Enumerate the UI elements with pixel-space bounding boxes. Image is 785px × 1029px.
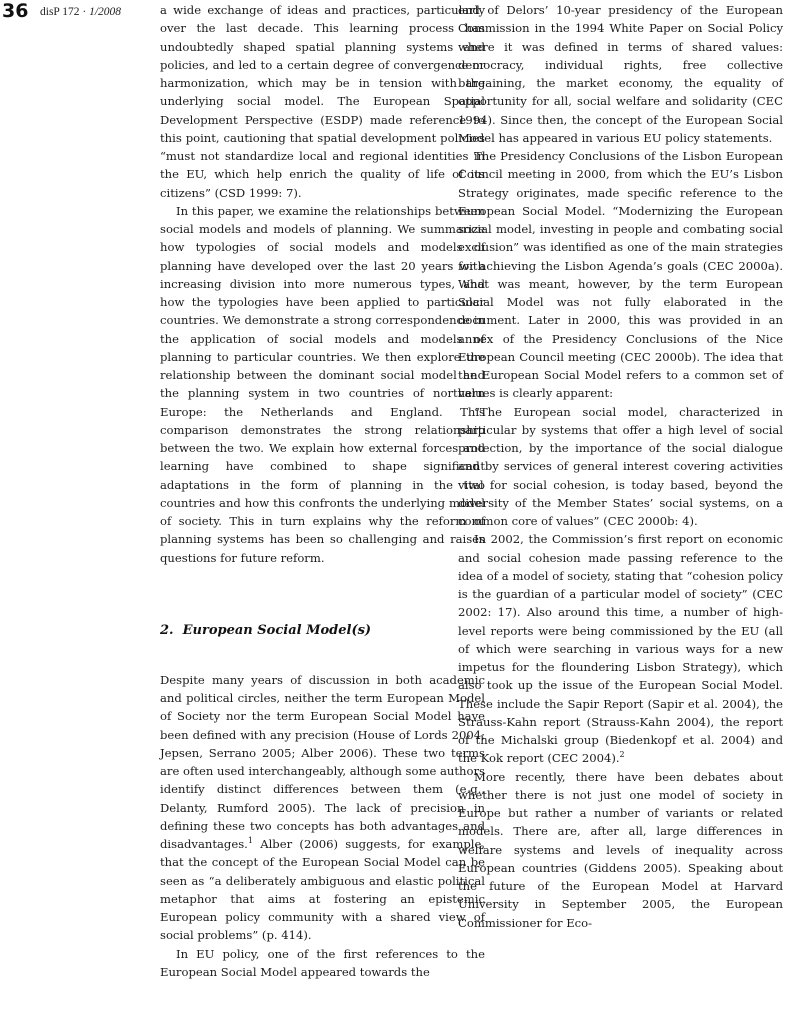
issue-number: 1/2008 xyxy=(89,6,122,18)
paragraph-text: Alber (2006) suggests, for example, that the concept of the European Social Model can be seen as “a deliberately ambiguous and elastic political metaphor that aims at fostering an epistemic European policy community with a shared view of social problems” (p. 414). xyxy=(160,837,485,943)
block-quote-paragraph: “The European social model, characterized in particular by systems that offer a high level of social protection, by the importance of the social dialogue and by services of general interest covering activities vital for social cohesion, is today based, beyond the diversity of the Member States’ social systems, on a common core of values” (CEC 2000b: 4). xyxy=(458,404,783,528)
running-head xyxy=(40,5,121,19)
paragraph: end of Delors’ 10-year presidency of the European Commission in the 1994 White Paper on Social Policy where it was defined in terms of shared values: democracy, individual rights, free collective bargaining, the market economy, the equality of opportunity for all, social welfare and solidarity (CEC 1994). Since then, the concept of the European Social Model has appeared in various EU policy statements. xyxy=(458,3,783,145)
paragraph: In EU policy, one of the first references to the European Social Model appeared towards the xyxy=(160,946,485,979)
paragraph-text: Despite many years of discussion in both academic and political circles, neither the term European Model of Society nor the term European Social Model have been defined with any precision (House of Lords 2004; Jepsen, Serrano 2005; Alber 2006). These two terms are often used interchangeably, although some authors identify distinct differences between them (e.g., Delanty, Rumford 2005). The lack of precision in defining these two concepts has both advantages and disadvantages. xyxy=(160,672,485,851)
paragraph: More recently, there have been debates about whether there is not just one model of society in Europe but rather a number of variants or related models. There are, after all, large differences in welfare systems and levels of inequality across European countries (Giddens 2005). Speaking about the future of the European Model at Harvard University in September 2005, the European Commissioner for Eco- xyxy=(458,769,783,930)
paragraph xyxy=(160,671,485,945)
paragraph-text: In 2002, the Commission’s first report on economic and social cohesion made passing reference to the idea of a model of society, stating that “cohesion policy is the guardian of a particular model of society” (CEC 2002: 17). Also around this time, a number of high-level reports were being commissioned by the EU (all of which were searching in various ways for a new impetus for the floundering Lisbon Strategy), which also took up the issue of the European Social Model. These include the Sapir Report (Sapir et al. 2004), the Strauss-Kahn report (Strauss-Kahn 2004), the report of the Michalski group (Biedenkopf et al. 2004) and the Kok report (CEC 2004). xyxy=(458,532,783,766)
paragraph: a wide exchange of ideas and practices, particularly over the last decade. This learning process has undoubtedly shaped spatial planning systems and policies, and led to a certain degree of convergence or harmonization, which may be in tension with the underlying social model. The European Spatial Development Perspective (ESDP) made reference to this point, cautioning that spatial development policies “must not standardize local and regional identities in the EU, which help enrich the quality of life of its citizens” (CSD 1999: 7). xyxy=(160,3,485,200)
footnote-marker: 1 xyxy=(247,836,253,846)
footnote-marker: 2 xyxy=(619,750,625,760)
paragraph: The Presidency Conclusions of the Lisbon European Council meeting in 2000, from which the EU’s Lisbon Strategy originates, made specific reference to the European Social Model. “Modernizing the European social model, investing in people and combating social exclusion” was identified as one of the main strategies for achieving the Lisbon Agenda’s goals (CEC 2000a). What was meant, however, by the term European Social Model was not fully elaborated in the document. Later in 2000, this was provided in an annex of the Presidency Conclusions of the Nice European Council meeting (CEC 2000b). The idea that the European Social Model refers to a common set of values is clearly apparent: xyxy=(458,149,783,401)
paragraph: In this paper, we examine the relationships between social models and models of planning. We summarize how typologies of social models and models of planning have developed over the last 20 years with increasing division into more numerous types, and how the typologies have been applied to particular countries. We demonstrate a strong correspondence in the application of social models and models of planning to particular countries. We then explore the relationship between the dominant social model and the planning system in two countries of northern Europe: the Netherlands and England. This comparison demonstrates the strong relationship between the two. We explain how external forces and learning have combined to shape significant adaptations in the form of planning in the two countries and how this confronts the underlying model of society. This in turn explains why the reform of planning systems has been so challenging and raises questions for future reform. xyxy=(160,203,485,565)
left-column xyxy=(160,1,485,981)
section-title: European Social Model(s) xyxy=(182,622,372,638)
section-number: 2. xyxy=(160,622,174,638)
page-number: 36 xyxy=(2,0,29,22)
section-heading xyxy=(160,567,485,671)
journal-name: disP 172 · xyxy=(40,6,90,18)
paragraph xyxy=(458,530,783,767)
right-column xyxy=(458,1,783,932)
